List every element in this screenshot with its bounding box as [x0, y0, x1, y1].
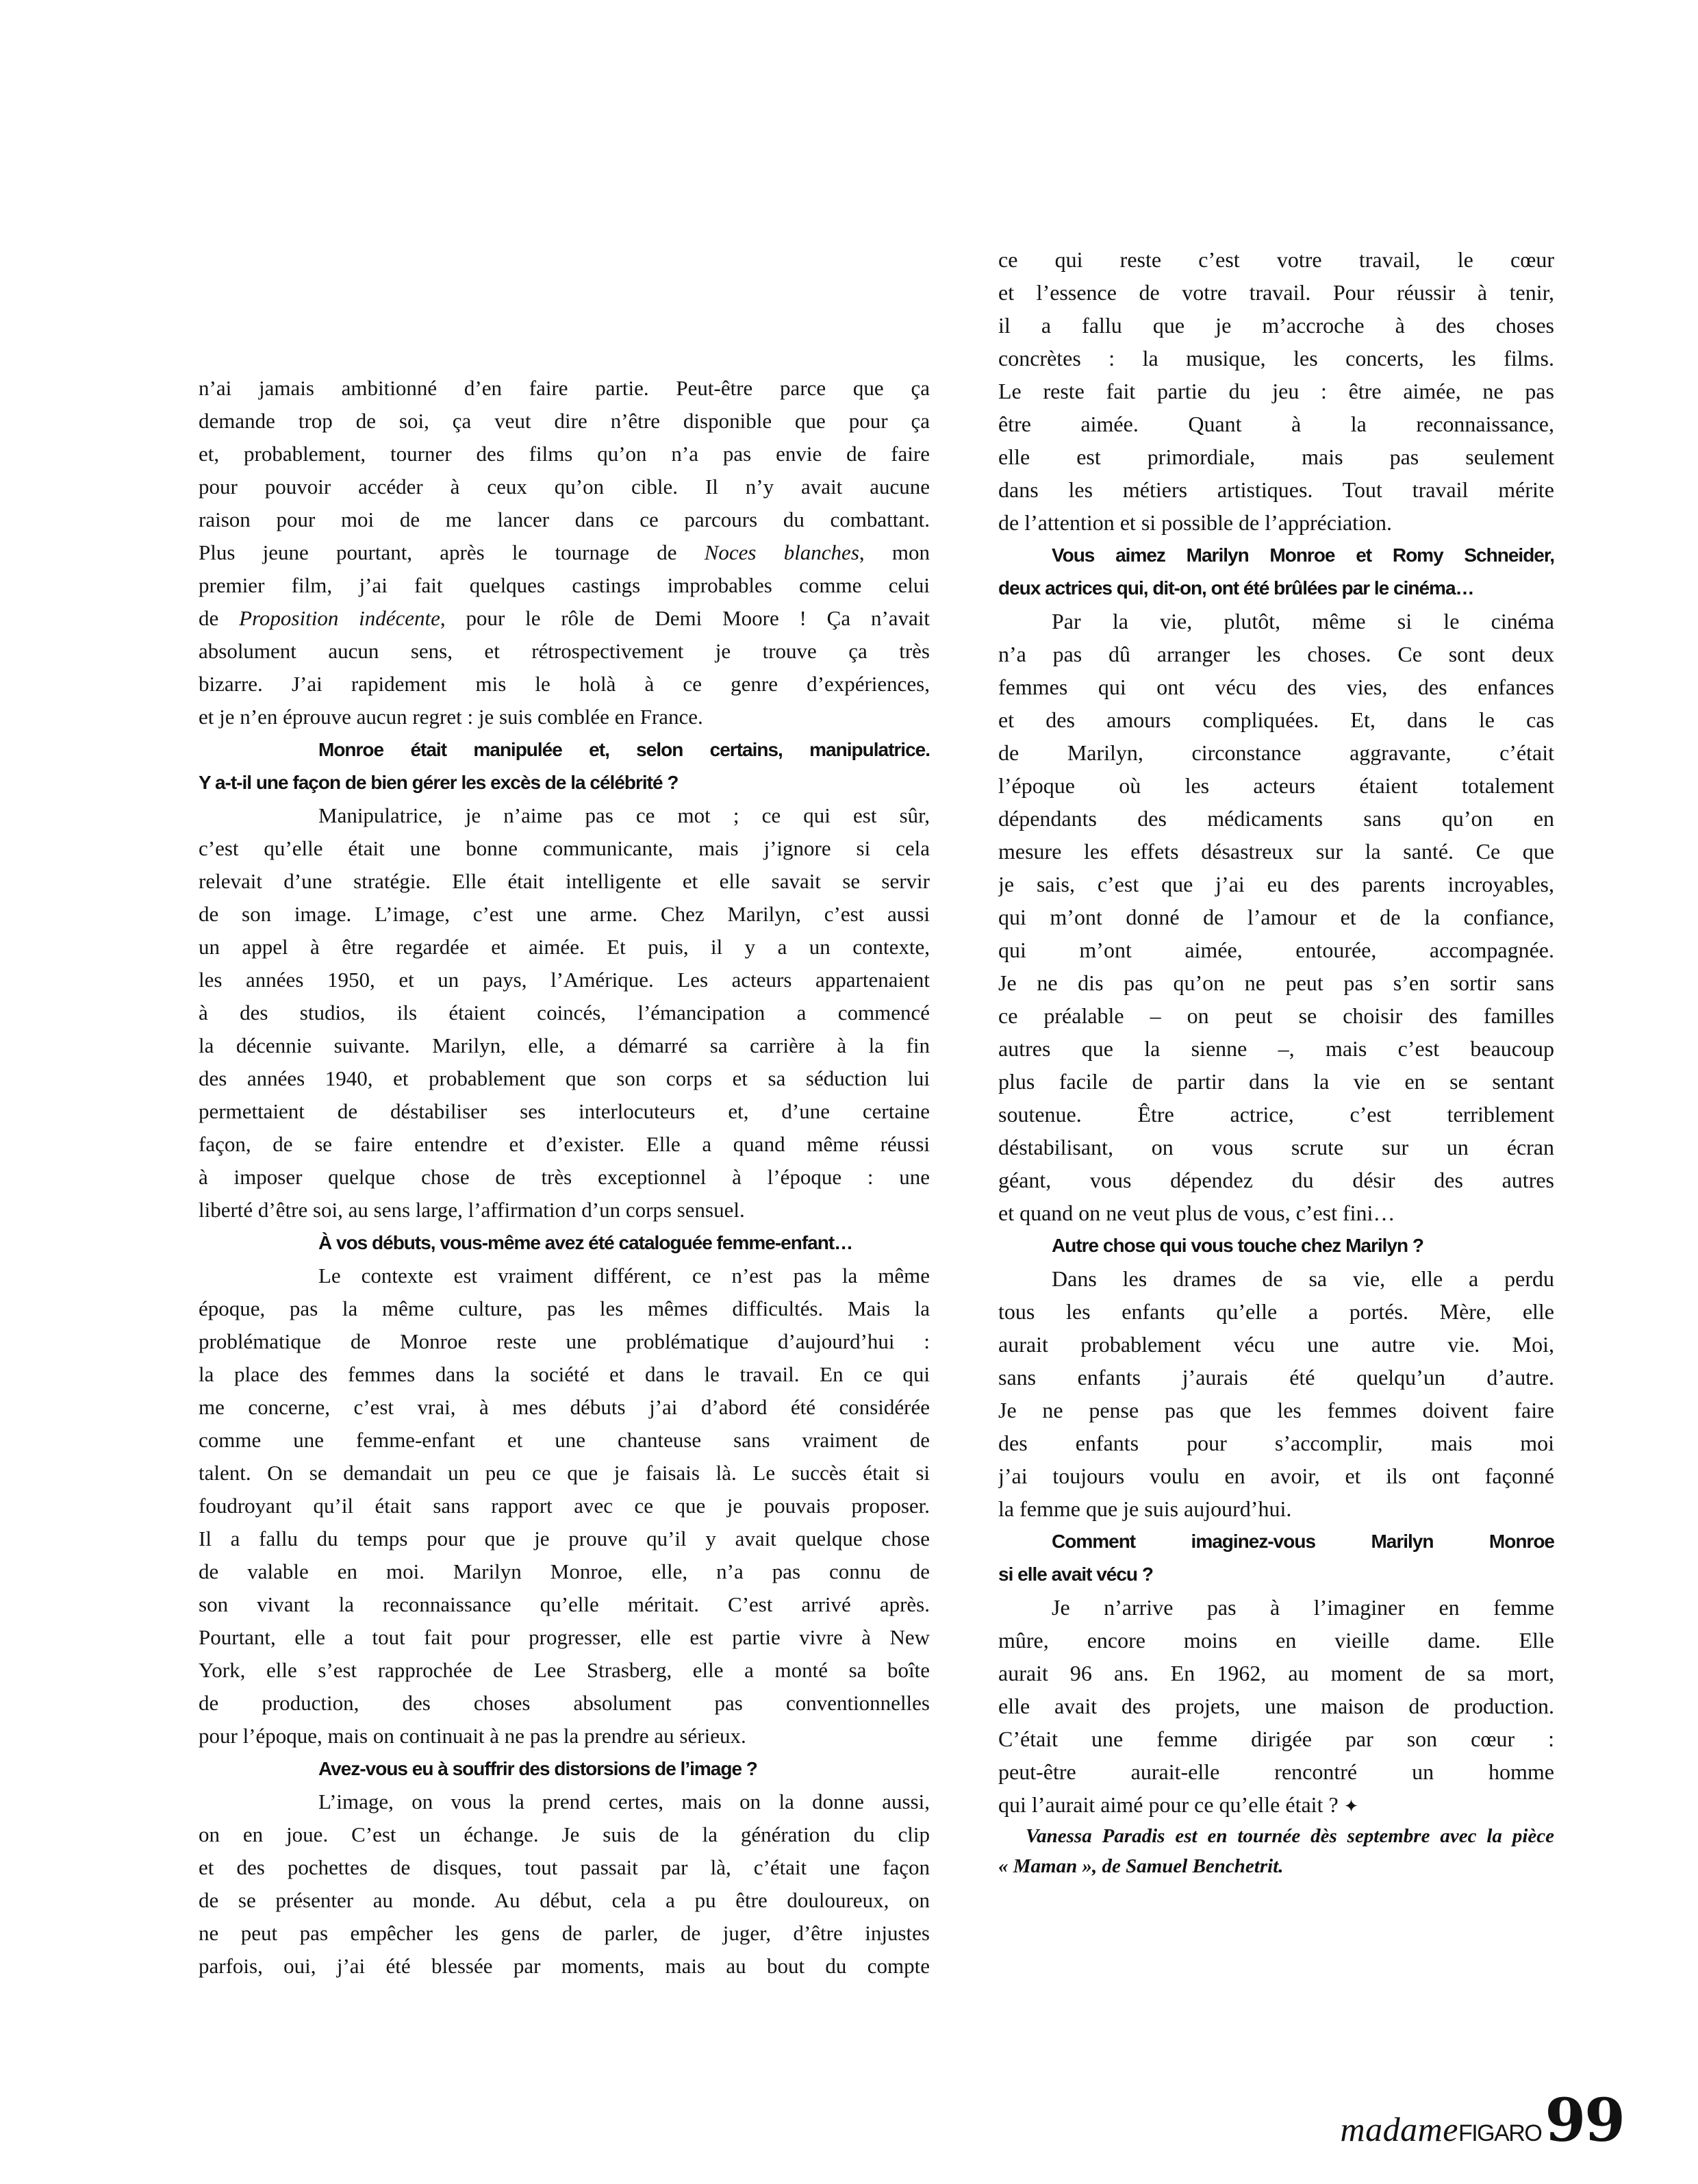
text-line — [199, 1917, 930, 1950]
text-run: aurait 96 ans. En 1962, au moment de sa mort, — [998, 1661, 1554, 1685]
text-line — [998, 1657, 1554, 1690]
interview-answer — [199, 1259, 930, 1753]
interview-answer — [199, 1785, 930, 1983]
text-line — [998, 1624, 1554, 1657]
text-line — [199, 964, 930, 996]
text-run: mûre, encore moins en vieille dame. Elle — [998, 1628, 1554, 1653]
text-run: liberté d’être soi, au sens large, l’affirmation d’un corps sensuel. — [199, 1198, 745, 1222]
interview-question — [199, 1227, 930, 1259]
text-line — [998, 1851, 1554, 1881]
text-run: géant, vous dépendez du désir des autres — [998, 1168, 1554, 1192]
text-run: Je ne dis pas qu’on ne peut pas s’en sortir sans — [998, 970, 1554, 995]
text-line — [998, 1591, 1554, 1624]
text-line — [199, 766, 930, 799]
page-number: 99 — [1545, 2086, 1624, 2155]
text-run: des années 1940, et probablement que son corps et sa séduction lui — [199, 1066, 930, 1090]
text-run: de valable en moi. Marilyn Monroe, elle, n’a pas connu de — [199, 1559, 930, 1583]
text-run: York, elle s’est rapprochée de Lee Strasberg, elle a monté sa boîte — [199, 1658, 930, 1682]
article-column-left — [199, 372, 930, 1983]
text-run: relevait d’une stratégie. Elle était intelligente et elle savait se servir — [199, 869, 930, 893]
text-run: ce qui reste c’est votre travail, le cœur — [998, 247, 1554, 272]
interview-answer — [998, 1262, 1554, 1525]
text-run: À vos débuts, vous-même avez été cataloguée femme-enfant… — [318, 1232, 853, 1253]
interview-question — [998, 539, 1554, 605]
text-run: ce préalable – on peut se choisir des familles — [998, 1003, 1554, 1028]
text-line — [998, 966, 1554, 999]
text-run: et quand on ne veut plus de vous, c’est fini… — [998, 1201, 1395, 1225]
text-line — [199, 1128, 930, 1161]
text-line — [199, 1753, 930, 1785]
text-run: Pourtant, elle a tout fait pour progresser, elle est partie vivre à New — [199, 1625, 930, 1649]
text-run: qui l’aurait aimé pour ce qu’elle était ? — [998, 1792, 1344, 1817]
text-run: permettaient de déstabiliser ses interlocuteurs et, d’une certaine — [199, 1099, 930, 1123]
text-line — [199, 1522, 930, 1555]
text-run: de production, des choses absolument pas conventionnelles — [199, 1691, 930, 1715]
interview-question — [199, 1753, 930, 1785]
text-run: peut-être aurait-elle rencontré un homme — [998, 1759, 1554, 1784]
brand-figaro: FIGARO — [1458, 2120, 1542, 2146]
text-run: Monroe était manipulée et, selon certains, manipulatrice. — [318, 739, 930, 760]
text-run: être aimée. Quant à la reconnaissance, — [998, 412, 1554, 436]
text-run: et je n’en éprouve aucun regret : je suis comblée en France. — [199, 705, 703, 729]
text-run: je sais, c’est que j’ai eu des parents incroyables, — [998, 872, 1554, 896]
text-line — [199, 438, 930, 470]
interview-answer — [998, 243, 1554, 539]
text-line — [998, 1558, 1554, 1591]
text-line — [998, 901, 1554, 933]
text-run: à imposer quelque chose de très exceptionnel à l’époque : une — [199, 1165, 930, 1189]
text-line — [199, 898, 930, 931]
interview-answer — [998, 1591, 1554, 1821]
text-run: mesure les effets désastreux sur la santé. Ce que — [998, 839, 1554, 864]
article-column-right — [998, 243, 1554, 1881]
text-line — [199, 1588, 930, 1621]
text-line — [199, 1062, 930, 1095]
text-run: Vous aimez Marilyn Monroe et Romy Schneider, — [1052, 544, 1554, 566]
text-line — [998, 736, 1554, 769]
text-line — [199, 832, 930, 865]
text-line — [998, 1328, 1554, 1361]
text-line — [998, 1098, 1554, 1131]
text-line — [998, 440, 1554, 473]
text-line — [998, 342, 1554, 375]
text-line — [199, 635, 930, 668]
text-run: , mon — [859, 540, 930, 564]
text-run: j’ai toujours voulu en avoir, et ils ont façonné — [998, 1464, 1554, 1488]
text-line — [998, 1492, 1554, 1525]
text-run: la femme que je suis aujourd’hui. — [998, 1496, 1292, 1521]
text-run: son vivant la reconnaissance qu’elle méritait. C’est arrivé après. — [199, 1592, 930, 1616]
text-line — [998, 1394, 1554, 1427]
text-line — [199, 1884, 930, 1917]
text-run: Je n’arrive pas à l’imaginer en femme — [1052, 1595, 1554, 1620]
text-run: de Marilyn, circonstance aggravante, c’était — [998, 740, 1554, 765]
text-line — [199, 1720, 930, 1753]
text-run: Proposition indécente — [239, 606, 440, 630]
text-run: Je ne pense pas que les femmes doivent faire — [998, 1398, 1554, 1422]
text-line — [998, 1525, 1554, 1558]
text-run: et, probablement, tourner des films qu’on n’a pas envie de faire — [199, 442, 930, 466]
text-line — [998, 1788, 1554, 1821]
text-line — [998, 473, 1554, 506]
end-of-article-star: ✦ — [1343, 1796, 1359, 1817]
text-line — [998, 1821, 1554, 1851]
text-line — [199, 1194, 930, 1227]
text-line — [998, 802, 1554, 835]
text-run: il a fallu que je m’accroche à des choses — [998, 313, 1554, 338]
text-run: on en joue. C’est un échange. Je suis de la génération du clip — [199, 1822, 930, 1846]
text-run: elle avait des projets, une maison de production. — [998, 1694, 1554, 1718]
text-line — [998, 1427, 1554, 1459]
text-line — [998, 506, 1554, 539]
text-line — [998, 1131, 1554, 1164]
text-run: époque, pas la même culture, pas les mêmes difficultés. Mais la — [199, 1296, 930, 1320]
text-line — [199, 405, 930, 438]
text-run: Vanessa Paradis est en tournée dès septembre avec la pièce — [1026, 1825, 1554, 1847]
text-line — [199, 1621, 930, 1654]
text-run: Comment imaginez-vous Marilyn Monroe — [1052, 1531, 1554, 1552]
credit-note — [998, 1821, 1554, 1881]
text-line — [998, 1032, 1554, 1065]
text-line — [199, 536, 930, 569]
text-line — [199, 1292, 930, 1325]
text-line — [199, 569, 930, 602]
text-run: et l’essence de votre travail. Pour réussir à tenir, — [998, 280, 1554, 305]
text-line — [199, 470, 930, 503]
text-run: comme une femme-enfant et une chanteuse sans vraiment de — [199, 1428, 930, 1452]
text-line — [998, 835, 1554, 868]
text-line — [998, 1229, 1554, 1262]
text-line — [998, 1164, 1554, 1196]
text-run: à des studios, ils étaient coincés, l’émancipation a commencé — [199, 1001, 930, 1025]
text-line — [998, 572, 1554, 605]
text-line — [998, 375, 1554, 407]
text-run: foudroyant qu’il était sans rapport avec ce que je pouvais proposer. — [199, 1494, 930, 1518]
text-run: bizarre. J’ai rapidement mis le holà à ce genre d’expériences, — [199, 672, 930, 696]
text-run: plus facile de partir dans la vie en se sentant — [998, 1069, 1554, 1094]
text-line — [998, 1755, 1554, 1788]
text-line — [998, 1361, 1554, 1394]
text-run: me concerne, c’est vrai, à mes débuts j’ai d’abord été considérée — [199, 1395, 930, 1419]
text-line — [199, 1095, 930, 1128]
text-run: Y a-t-il une façon de bien gérer les excès de la célébrité ? — [199, 772, 679, 793]
text-run: Le reste fait partie du jeu : être aimée, ne pas — [998, 379, 1554, 403]
text-run: soutenue. Être actrice, c’est terriblement — [998, 1102, 1554, 1127]
text-line — [199, 1457, 930, 1490]
text-line — [998, 703, 1554, 736]
text-run: c’est qu’elle était une bonne communicante, mais j’ignore si cela — [199, 836, 930, 860]
interview-question — [998, 1525, 1554, 1591]
text-run: la place des femmes dans la société et dans le travail. En ce qui — [199, 1362, 930, 1386]
text-run: , pour le rôle de Demi Moore ! Ça n’avait — [440, 606, 930, 630]
interview-answer — [998, 605, 1554, 1229]
text-run: Noces blanches — [704, 540, 859, 564]
text-run: façon, de se faire entendre et d’exister. Elle a quand même réussi — [199, 1132, 930, 1156]
text-run: la décennie suivante. Marilyn, elle, a démarré sa carrière à la fin — [199, 1033, 930, 1057]
text-run: déstabilisant, on vous scrute sur un écran — [998, 1135, 1554, 1159]
text-run: Autre chose qui vous touche chez Marilyn ? — [1052, 1235, 1423, 1256]
text-run: sans enfants j’aurais été quelqu’un d’autre. — [998, 1365, 1554, 1390]
text-line — [199, 931, 930, 964]
text-run: des enfants pour s’accomplir, mais moi — [998, 1431, 1554, 1455]
text-line — [199, 602, 930, 635]
text-line — [998, 1690, 1554, 1722]
text-run: qui m’ont donné de l’amour et de la confiance, — [998, 905, 1554, 929]
page-footer — [1341, 2086, 1624, 2155]
text-line — [199, 1654, 930, 1687]
text-run: l’époque où les acteurs étaient totalement — [998, 773, 1554, 798]
text-run: problématique de Monroe reste une problématique d’aujourd’hui : — [199, 1329, 930, 1353]
text-run: si elle avait vécu ? — [998, 1564, 1153, 1585]
brand-madame: madame — [1340, 2110, 1458, 2148]
text-run: L’image, on vous la prend certes, mais on la donne aussi, — [318, 1790, 930, 1813]
text-line — [998, 638, 1554, 670]
text-line — [199, 1555, 930, 1588]
text-run: « Maman », de Samuel Benchetrit. — [998, 1855, 1284, 1877]
text-run: tous les enfants qu’elle a portés. Mère, elle — [998, 1299, 1554, 1324]
text-line — [998, 769, 1554, 802]
text-run: qui m’ont aimée, entourée, accompagnée. — [998, 938, 1554, 962]
text-line — [998, 1722, 1554, 1755]
text-line — [199, 1325, 930, 1358]
text-line — [199, 1490, 930, 1522]
text-line — [998, 933, 1554, 966]
text-line — [998, 309, 1554, 342]
text-line — [199, 701, 930, 733]
text-line — [199, 1161, 930, 1194]
text-run: de son image. L’image, c’est une arme. Chez Marilyn, c’est aussi — [199, 902, 930, 926]
text-line — [199, 1227, 930, 1259]
text-run: de — [199, 606, 240, 630]
text-run: Plus jeune pourtant, après le tournage de — [199, 540, 705, 564]
text-run: femmes qui ont vécu des vies, des enfances — [998, 675, 1554, 699]
text-run: C’était une femme dirigée par son cœur : — [998, 1727, 1554, 1751]
interview-question — [998, 1229, 1554, 1262]
text-run: absolument aucun sens, et rétrospectivement je trouve ça très — [199, 639, 930, 663]
text-run: parfois, oui, j’ai été blessée par moments, mais au bout du compte — [199, 1954, 930, 1978]
text-line — [199, 1785, 930, 1818]
text-run: les années 1950, et un pays, l’Amérique. Les acteurs appartenaient — [199, 968, 930, 992]
text-line — [199, 1358, 930, 1391]
interview-answer — [199, 799, 930, 1227]
text-line — [998, 407, 1554, 440]
interview-question — [199, 733, 930, 799]
text-line — [199, 503, 930, 536]
text-run: n’ai jamais ambitionné d’en faire partie. Peut-être parce que ça — [199, 376, 930, 400]
text-line — [998, 1295, 1554, 1328]
text-run: autres que la sienne –, mais c’est beaucoup — [998, 1036, 1554, 1061]
text-run: de se présenter au monde. Au début, cela a pu être douloureux, on — [199, 1888, 930, 1912]
text-run: talent. On se demandait un peu ce que je faisais là. Le succès était si — [199, 1461, 930, 1485]
text-line — [998, 868, 1554, 901]
text-run: un appel à être regardée et aimée. Et puis, il y a un contexte, — [199, 935, 930, 959]
text-line — [199, 799, 930, 832]
text-line — [199, 1424, 930, 1457]
text-line — [199, 1687, 930, 1720]
text-line — [998, 243, 1554, 276]
text-run: de l’attention et si possible de l’appréciation. — [998, 510, 1392, 535]
text-line — [998, 1196, 1554, 1229]
text-run: aurait probablement vécu une autre vie. Moi, — [998, 1332, 1554, 1357]
text-run: demande trop de soi, ça veut dire n’être disponible que pour ça — [199, 409, 930, 433]
text-line — [998, 999, 1554, 1032]
text-line — [199, 996, 930, 1029]
text-run: ne peut pas empêcher les gens de parler, de juger, d’être injustes — [199, 1921, 930, 1945]
text-run: pour l’époque, mais on continuait à ne pas la prendre au sérieux. — [199, 1724, 746, 1748]
text-run: Il a fallu du temps pour que je prouve qu’il y avait quelque chose — [199, 1527, 930, 1551]
text-line — [998, 276, 1554, 309]
text-run: Manipulatrice, je n’aime pas ce mot ; ce qui est sûr, — [318, 803, 930, 827]
text-line — [998, 539, 1554, 572]
text-line — [998, 670, 1554, 703]
text-line — [199, 1950, 930, 1983]
text-line — [199, 1259, 930, 1292]
text-line — [998, 1262, 1554, 1295]
text-line — [199, 372, 930, 405]
text-run: dans les métiers artistiques. Tout travail mérite — [998, 477, 1554, 502]
text-run: raison pour moi de me lancer dans ce parcours du combattant. — [199, 507, 930, 531]
text-run: Dans les drames de sa vie, elle a perdu — [1052, 1266, 1554, 1291]
text-run: Avez-vous eu à souffrir des distorsions de l’image ? — [318, 1758, 757, 1779]
text-run: elle est primordiale, mais pas seulement — [998, 444, 1554, 469]
interview-answer — [199, 372, 930, 733]
text-line — [998, 605, 1554, 638]
text-run: dépendants des médicaments sans qu’on en — [998, 806, 1554, 831]
text-line — [199, 1391, 930, 1424]
text-line — [998, 1065, 1554, 1098]
text-run: et des amours compliquées. Et, dans le cas — [998, 707, 1554, 732]
text-run: Par la vie, plutôt, même si le cinéma — [1052, 609, 1554, 633]
text-line — [199, 668, 930, 701]
text-run: n’a pas dû arranger les choses. Ce sont deux — [998, 642, 1554, 666]
text-line — [199, 1851, 930, 1884]
text-run: pour pouvoir accéder à ceux qu’on cible. Il n’y avait aucune — [199, 475, 930, 499]
text-line — [199, 865, 930, 898]
text-run: Le contexte est vraiment différent, ce n’est pas la même — [318, 1264, 930, 1288]
text-run: concrètes : la musique, les concerts, les films. — [998, 346, 1554, 371]
text-run: et des pochettes de disques, tout passait par là, c’était une façon — [199, 1855, 930, 1879]
text-line — [199, 1029, 930, 1062]
text-line — [199, 1818, 930, 1851]
text-run: premier film, j’ai fait quelques castings improbables comme celui — [199, 573, 930, 597]
text-line — [199, 733, 930, 766]
text-run: deux actrices qui, dit-on, ont été brûlées par le cinéma… — [998, 577, 1474, 599]
text-line — [998, 1459, 1554, 1492]
